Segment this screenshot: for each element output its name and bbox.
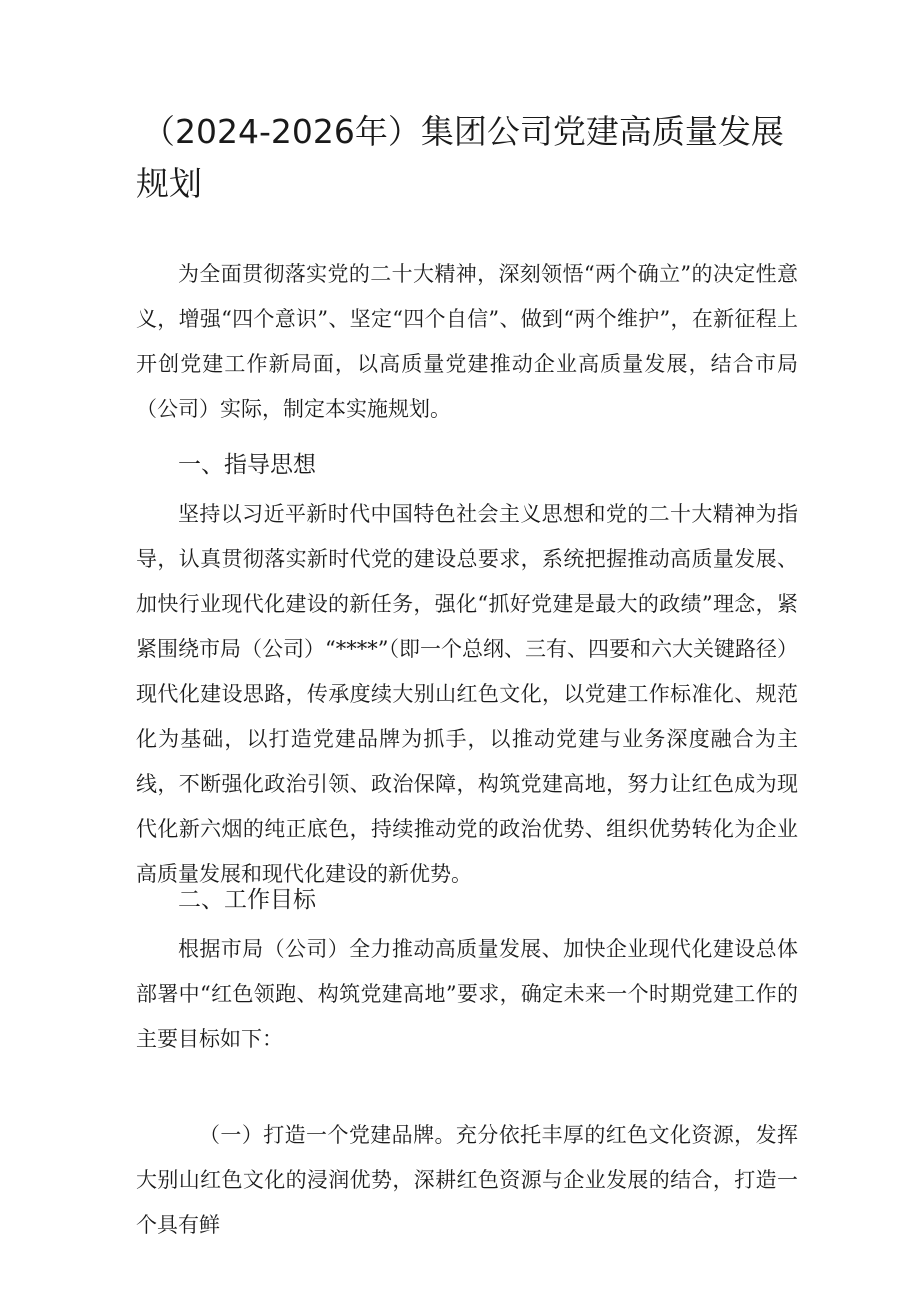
section-heading-guiding-ideology: 一、指导思想 bbox=[178, 452, 316, 478]
document-title: （2024-2026年）集团公司党建高质量发展规划 bbox=[136, 112, 784, 203]
work-goals-paragraph: 根据市局（公司）全力推动高质量发展、加快企业现代化建设总体部署中“红色领跑、构筑党建高地”要求，确定未来一个时期党建工作的主要目标如下： bbox=[136, 937, 798, 1051]
section-heading-work-goals: 二、工作目标 bbox=[178, 887, 316, 913]
guiding-ideology-paragraph: 坚持以习近平新时代中国特色社会主义思想和党的二十大精神为指导，认真贯彻落实新时代党的建设总要求，系统把握推动高质量发展、加快行业现代化建设的新任务，强化“抓好党建是最大的政绩”理念，紧紧围绕市局（公司）“****”（即一个总纲、三有、四要和六大关键路径）现代化建设思路，传承度续大别山红色文化，以党建工作标准化、规范化为基础，以打造党建品牌为抓手，以推动党建与业务深度融合为主线，不断强化政治引领、政治保障，构筑党建高地，努力让红色成为现代化新六烟的纯正底色，持续推动党的政治优势、组织优势转化为企业高质量发展和现代化建设的新优势。 bbox=[136, 502, 798, 886]
intro-paragraph: 为全面贯彻落实党的二十大精神，深刻领悟“两个确立”的决定性意义，增强“四个意识”、坚定“四个自信”、做到“两个维护”，在新征程上开创党建工作新局面，以高质量党建推动企业高质量发展，结合市局（公司）实际，制定本实施规划。 bbox=[136, 262, 798, 421]
goal-item-paragraph: （一）打造一个党建品牌。充分依托丰厚的红色文化资源，发挥大别山红色文化的浸润优势，深耕红色资源与企业发展的结合，打造一个具有鲜 bbox=[136, 1123, 798, 1237]
